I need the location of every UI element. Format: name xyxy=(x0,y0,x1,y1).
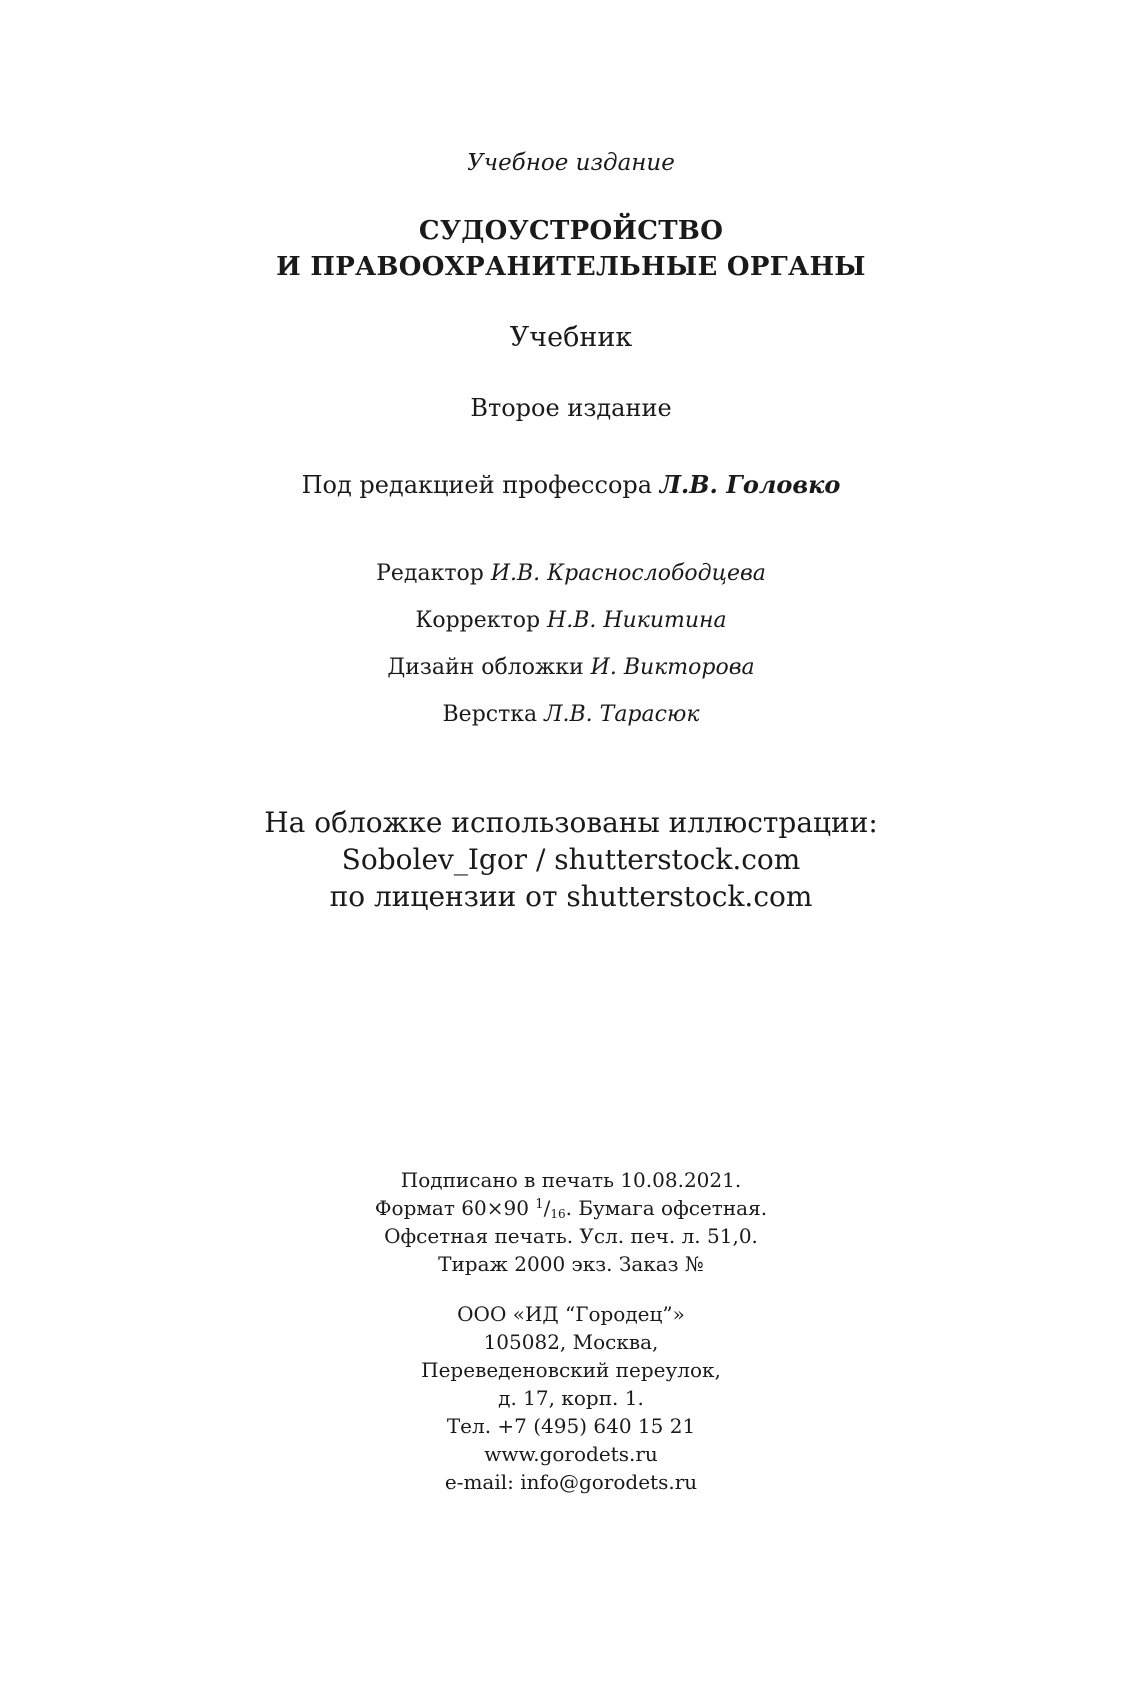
credit-name: Н.В. Никитина xyxy=(547,608,727,633)
imprint-signed: Подписано в печать 10.08.2021. xyxy=(400,1168,742,1192)
edition-number: Второе издание xyxy=(470,394,672,422)
publisher-name: ООО «ИД “Городец”» xyxy=(457,1302,685,1326)
publisher-website: www.gorodets.ru xyxy=(484,1442,658,1466)
imprint-format-suffix: . Бумага офсетная. xyxy=(565,1196,768,1220)
credit-layout xyxy=(0,702,1142,727)
credit-name: Л.В. Тарасюк xyxy=(544,702,700,727)
credit-proofreader xyxy=(0,608,1142,633)
credit-name: И. Викторова xyxy=(590,655,755,680)
general-editor xyxy=(0,470,1142,499)
book-type: Учебник xyxy=(509,322,633,353)
imprint-format-prefix: Формат 60×90 xyxy=(374,1196,536,1220)
imprint-circulation: Тираж 2000 экз. Заказ № xyxy=(438,1252,704,1276)
publisher-postcode-city: 105082, Москва, xyxy=(483,1330,659,1354)
edition-type: Учебное издание xyxy=(467,150,675,176)
cover-illustrations-line-1: На обложке использованы иллюстрации: xyxy=(264,806,878,839)
publisher-building: д. 17, корп. 1. xyxy=(498,1386,644,1410)
publisher-street: Переведеновский переулок, xyxy=(421,1358,721,1382)
credit-cover-design xyxy=(0,655,1142,680)
imprint-format: Формат 60×90 $^1/_{16}$. Бумага офсетная. xyxy=(374,1196,768,1221)
imprint-printing: Офсетная печать. Усл. печ. л. 51,0. xyxy=(384,1224,758,1248)
general-editor-name: Л.В. Головко xyxy=(659,470,841,499)
imprint-format-numerator: 1 xyxy=(535,1197,544,1212)
credit-role: Корректор xyxy=(415,608,548,633)
credit-role: Верстка xyxy=(442,702,545,727)
general-editor-label: Под редакцией профессора xyxy=(301,471,660,499)
publisher-phone: Тел. +7 (495) 640 15 21 xyxy=(446,1414,696,1438)
cover-illustrations-line-3: по лицензии от shutterstock.com xyxy=(329,880,813,913)
credit-role: Дизайн обложки xyxy=(387,655,591,680)
publisher-email: e-mail: info@gorodets.ru xyxy=(444,1470,698,1494)
imprint-format-denominator: 16 xyxy=(550,1207,566,1221)
book-title-line-2: И ПРАВООХРАНИТЕЛЬНЫЕ ОРГАНЫ xyxy=(276,252,866,282)
credit-editor xyxy=(0,561,1142,586)
book-title-line-1: СУДОУСТРОЙСТВО xyxy=(418,216,724,246)
cover-illustrations-line-2: Sobolev_Igor / shutterstock.com xyxy=(341,843,801,876)
credit-name: И.В. Краснослободцева xyxy=(490,561,766,586)
credit-role: Редактор xyxy=(376,561,491,586)
